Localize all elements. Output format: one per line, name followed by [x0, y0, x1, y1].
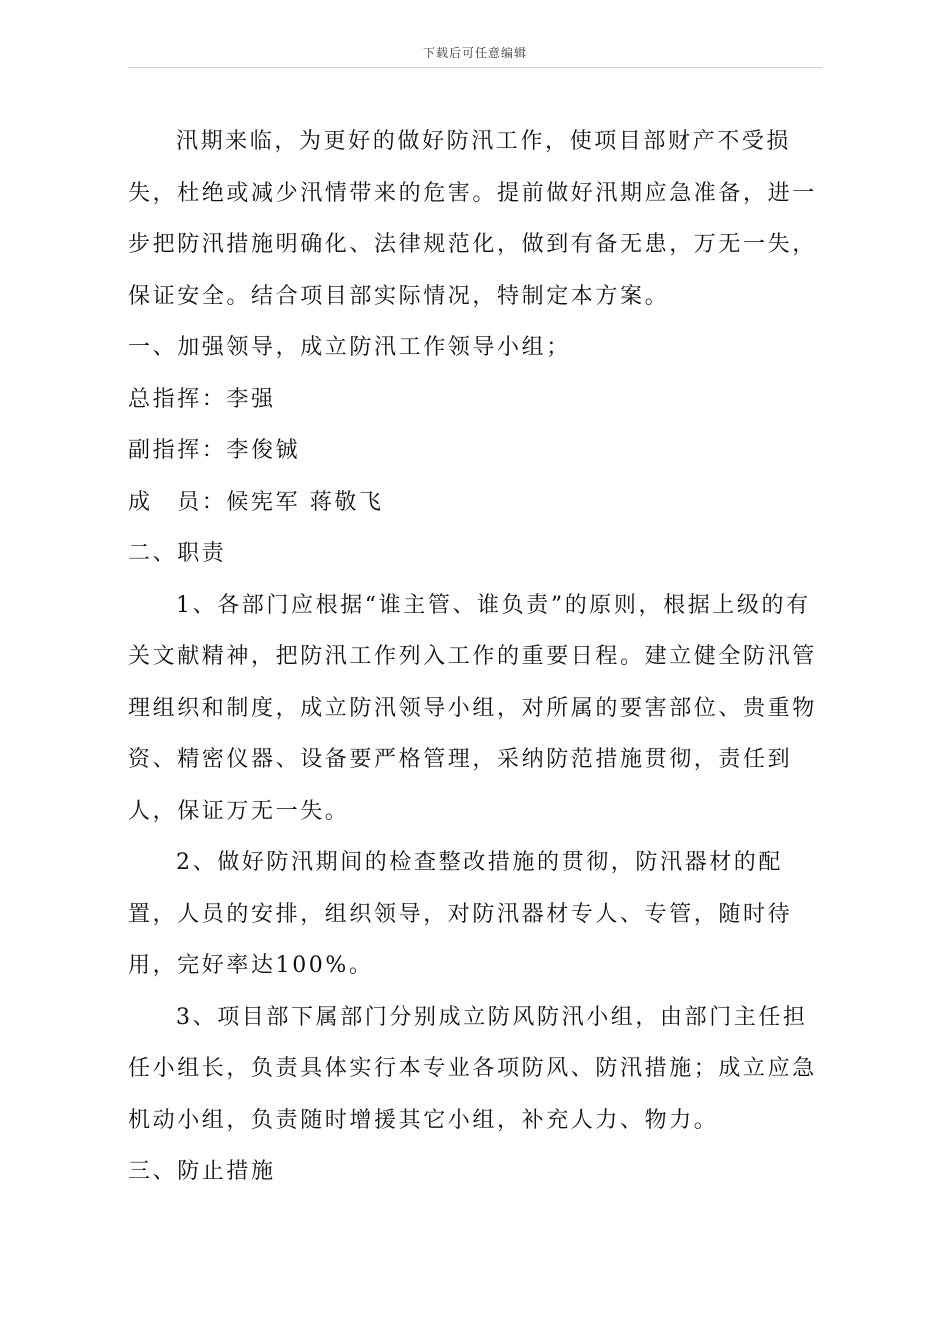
intro-paragraph: 汛期来临，为更好的做好防汛工作，使项目部财产不受损失，杜绝或减少汛情带来的危害。提前做好汛期应急准备，进一步把防汛措施明确化、法律规范化，做到有备无患，万无一失，保证安全。结合项目部实际情况，特制定本方案。: [128, 129, 817, 309]
members-line: 成 员：候宪军 蒋敬飞: [128, 489, 384, 515]
header-divider: [128, 67, 822, 68]
section-heading-duties: 二、职责: [128, 541, 227, 566]
document-body: [128, 116, 822, 1198]
section-heading-measures: 三、防止措施: [128, 1159, 276, 1184]
duty-paragraph-3: 3、项目部下属部门分别成立防风防汛小组，由部门主任担任小组长，负责具体实行本专业各项防风、防汛措施；成立应急机动小组，负责随时增援其它小组，补充人力、物力。: [128, 1004, 817, 1133]
duty-paragraph-2: 2、做好防汛期间的检查整改措施的贯彻，防汛器材的配置，人员的安排，组织领导，对防汛器材专人、专管，随时待用，完好率达100%。: [128, 850, 793, 978]
vice-commander-line: 副指挥：李俊铖: [128, 438, 301, 463]
duty-paragraph-1: 1、各部门应根据“谁主管、谁负责”的原则，根据上级的有关文献精神，把防汛工作列入工作的重要日程。建立健全防汛管理组织和制度，成立防汛领导小组，对所属的要害部位、贵重物资、精密仪器、设备要严格管理，采纳防范措施贯彻，责任到人，保证万无一失。: [128, 592, 817, 824]
commander-line: 总指挥：李强: [128, 386, 276, 412]
section-heading-leadership: 一、加强领导，成立防汛工作领导小组；: [128, 335, 571, 360]
page-header: 下载后可任意编辑: [422, 46, 527, 60]
